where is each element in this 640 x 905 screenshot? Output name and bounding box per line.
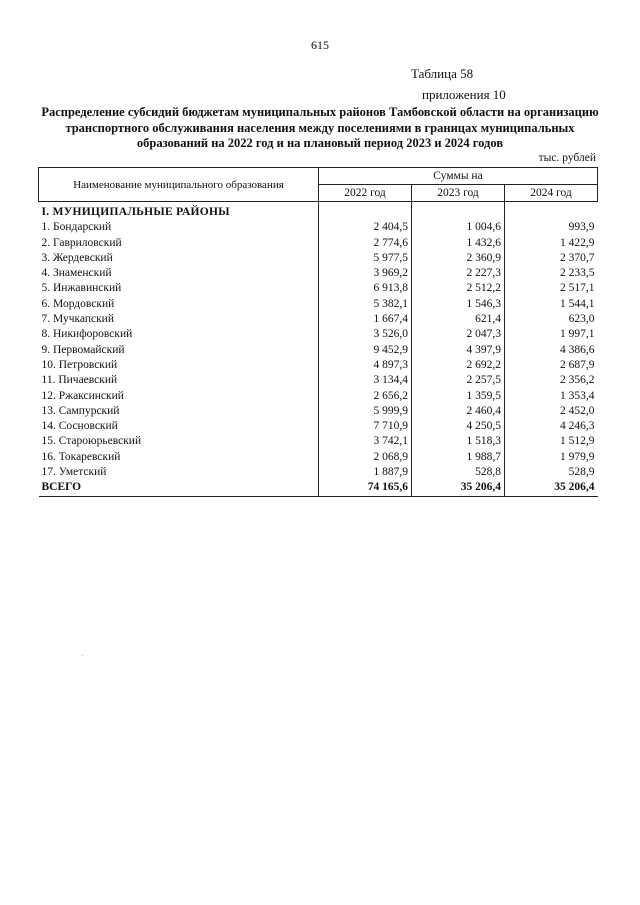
table-caption: Таблица 58 — [411, 66, 474, 81]
value-2023: 1 988,7 — [412, 450, 505, 465]
value-2024: 1 544,1 — [505, 297, 598, 312]
value-2024: 2 356,2 — [505, 373, 598, 388]
value-2022: 3 526,0 — [319, 327, 412, 342]
value-2023: 2 047,3 — [412, 327, 505, 342]
value-2022: 2 774,6 — [319, 236, 412, 251]
value-2023: 2 257,5 — [412, 373, 505, 388]
value-2023: 4 250,5 — [412, 419, 505, 434]
district-name: 3. Жердевский — [41, 251, 113, 264]
district-name: 8. Никифоровский — [41, 328, 133, 341]
value-2024: 1 997,1 — [505, 327, 598, 342]
district-name: 15. Староюрьевский — [41, 435, 142, 448]
value-2024: 2 233,5 — [505, 266, 598, 281]
value-2024: 2 517,1 — [505, 281, 598, 296]
section-row — [39, 202, 598, 221]
total-2022: 74 165,6 — [319, 480, 412, 496]
page-number: 615 — [311, 38, 329, 52]
value-2022: 5 977,5 — [319, 251, 412, 266]
value-2024: 993,9 — [505, 220, 598, 235]
year-header-2023: 2023 год — [412, 185, 505, 202]
district-name: 17. Уметский — [41, 466, 107, 479]
table-row — [39, 220, 598, 235]
table-row — [39, 419, 598, 434]
table-row — [39, 373, 598, 388]
value-2023: 1 546,3 — [412, 297, 505, 312]
table-row — [39, 251, 598, 266]
value-2022: 3 969,2 — [319, 266, 412, 281]
table-row — [39, 450, 598, 465]
district-name: 9. Первомайский — [41, 343, 125, 356]
value-2023: 528,8 — [412, 465, 505, 480]
value-2024: 2 687,9 — [505, 358, 598, 373]
year-header-2022: 2022 год — [319, 185, 412, 202]
value-2022: 4 897,3 — [319, 358, 412, 373]
district-name: 11. Пичаевский — [41, 374, 118, 387]
table-row — [39, 358, 598, 373]
scan-speck — [82, 655, 83, 656]
district-name: 1. Бондарский — [41, 221, 112, 234]
value-2022: 7 710,9 — [319, 419, 412, 434]
table-row — [39, 266, 598, 281]
value-2022: 2 656,2 — [319, 389, 412, 404]
value-2022: 9 452,9 — [319, 343, 412, 358]
value-2022: 5 999,9 — [319, 404, 412, 419]
district-name: 6. Мордовский — [41, 297, 115, 310]
value-2024: 1 422,9 — [505, 236, 598, 251]
value-2022: 1 667,4 — [319, 312, 412, 327]
value-2024: 623,0 — [505, 312, 598, 327]
table-row — [39, 281, 598, 296]
value-2022: 5 382,1 — [319, 297, 412, 312]
year-header-2024: 2024 год — [505, 185, 598, 202]
table-row — [39, 434, 598, 449]
value-2023: 621,4 — [412, 312, 505, 327]
document-title: Распределение субсидий бюджетам муниципальных районов Тамбовской области на организацию транспортного обслуживания населения между поселениями в границах муниципальных образований на 2022 год и на плановый период 2023 и 2024 годов — [41, 105, 599, 150]
district-name: 16. Токаревский — [41, 450, 121, 463]
value-2023: 2 360,9 — [412, 251, 505, 266]
units-label: тыс. рублей — [538, 152, 596, 164]
total-2024: 35 206,4 — [505, 480, 598, 496]
value-2023: 4 397,9 — [412, 343, 505, 358]
value-2024: 1 979,9 — [505, 450, 598, 465]
table-row — [39, 312, 598, 327]
value-2023: 1 518,3 — [412, 434, 505, 449]
value-2024: 528,9 — [505, 465, 598, 480]
district-name: 7. Мучкапский — [41, 313, 114, 326]
district-name: 5. Инжавинский — [41, 282, 122, 295]
value-2022: 2 068,9 — [319, 450, 412, 465]
value-2024: 2 370,7 — [505, 251, 598, 266]
district-name: 13. Сампурский — [41, 404, 120, 417]
value-2022: 6 913,8 — [319, 281, 412, 296]
table-row — [39, 327, 598, 342]
value-2024: 4 246,3 — [505, 419, 598, 434]
table-row — [39, 389, 598, 404]
value-2022: 3 742,1 — [319, 434, 412, 449]
subsidy-table — [38, 167, 598, 497]
appendix-caption: приложения 10 — [422, 87, 506, 102]
district-name: 10. Петровский — [41, 358, 118, 371]
table-row — [39, 404, 598, 419]
value-2022: 1 887,9 — [319, 465, 412, 480]
value-2023: 2 460,4 — [412, 404, 505, 419]
total-label: ВСЕГО — [39, 480, 319, 496]
table-row — [39, 343, 598, 358]
table-row — [39, 465, 598, 480]
value-2024: 1 512,9 — [505, 434, 598, 449]
value-2023: 1 004,6 — [412, 220, 505, 235]
total-row — [39, 480, 598, 496]
value-2023: 1 359,5 — [412, 389, 505, 404]
district-name: 14. Сосновский — [41, 420, 118, 433]
value-2024: 2 452,0 — [505, 404, 598, 419]
value-2023: 2 227,3 — [412, 266, 505, 281]
sums-column-header: Суммы на — [319, 168, 598, 185]
district-name: 12. Ржаксинский — [41, 389, 124, 402]
district-name: 4. Знаменский — [41, 267, 112, 280]
table-row — [39, 236, 598, 251]
value-2024: 4 386,6 — [505, 343, 598, 358]
table-row — [39, 297, 598, 312]
section-label: I. МУНИЦИПАЛЬНЫЕ РАЙОНЫ — [41, 206, 230, 218]
value-2022: 3 134,4 — [319, 373, 412, 388]
table-body — [39, 202, 598, 497]
value-2023: 2 512,2 — [412, 281, 505, 296]
value-2023: 2 692,2 — [412, 358, 505, 373]
name-column-header: Наименование муниципального образования — [39, 168, 319, 202]
district-name: 2. Гавриловский — [41, 236, 122, 249]
value-2024: 1 353,4 — [505, 389, 598, 404]
total-2023: 35 206,4 — [412, 480, 505, 496]
value-2022: 2 404,5 — [319, 220, 412, 235]
value-2023: 1 432,6 — [412, 236, 505, 251]
